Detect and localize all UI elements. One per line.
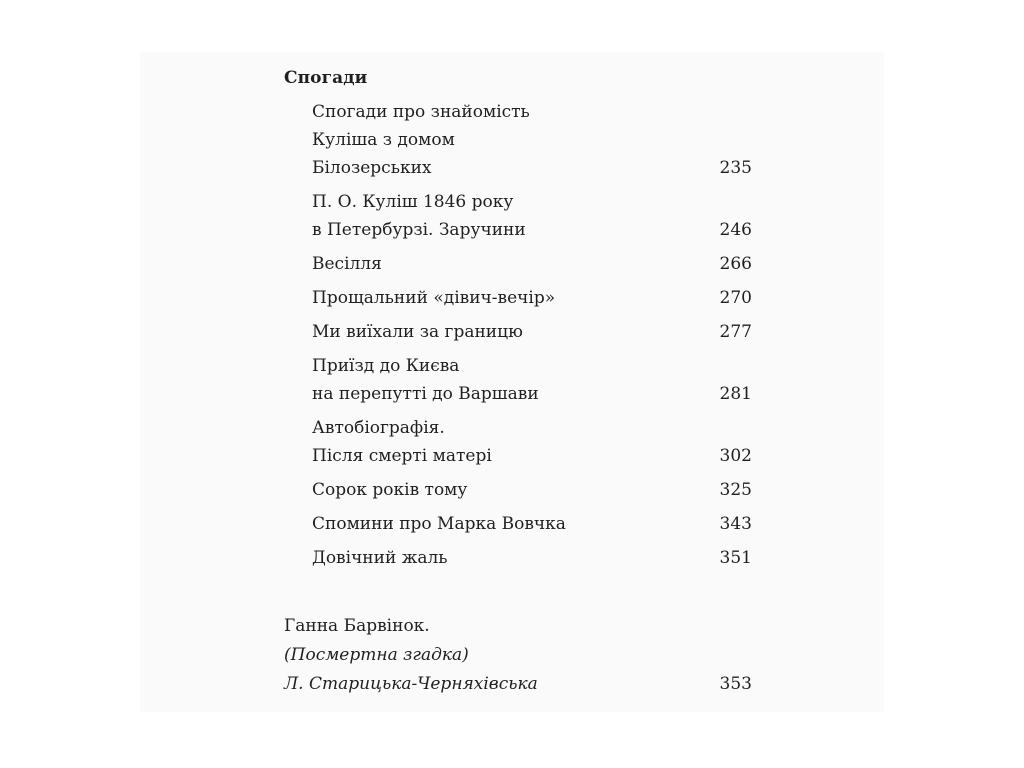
- entry-subtitle: (Посмертна згадка): [284, 645, 469, 665]
- entry-title: Ганна Барвінок.: [284, 616, 430, 636]
- page-number: 325: [719, 480, 752, 500]
- page-number: 270: [719, 288, 752, 308]
- entry-title: Довічний жаль: [312, 548, 448, 568]
- final-entry: [284, 612, 752, 699]
- toc-entry: [312, 476, 752, 504]
- toc-line: [312, 510, 752, 538]
- toc-entry: [312, 414, 752, 470]
- toc-line: [312, 284, 752, 312]
- toc-line: [312, 216, 752, 244]
- section-title: Спогади: [284, 68, 368, 88]
- page-number: 246: [719, 220, 752, 240]
- page-number: 302: [719, 446, 752, 466]
- entry-title: Спогади про знайомість: [312, 102, 530, 122]
- toc-entry: [312, 250, 752, 278]
- entry-title: на перепутті до Варшави: [312, 384, 539, 404]
- toc-entry: [312, 98, 752, 182]
- toc-line: [284, 612, 752, 641]
- toc-line: [312, 442, 752, 470]
- page-number: 277: [719, 322, 752, 342]
- toc-line: [312, 476, 752, 504]
- toc-line: [284, 641, 752, 670]
- entry-title: Куліша з домом: [312, 130, 455, 150]
- entry-title: Спомини про Марка Вовчка: [312, 514, 566, 534]
- entry-title: Сорок років тому: [312, 480, 468, 500]
- toc-line: [312, 318, 752, 346]
- page-number: 281: [719, 384, 752, 404]
- page-number: 351: [719, 548, 752, 568]
- toc-line: [312, 250, 752, 278]
- entry-author: Л. Старицька-Черняхівська: [284, 674, 538, 694]
- entry-title: Весілля: [312, 254, 382, 274]
- page-number: 343: [719, 514, 752, 534]
- entry-title: Прощальний «дівич-вечір»: [312, 288, 556, 308]
- page-number: 353: [719, 674, 752, 694]
- entry-title: Білозерських: [312, 158, 432, 178]
- toc-line: [312, 154, 752, 182]
- toc-line: [312, 380, 752, 408]
- toc-entry: [312, 352, 752, 408]
- entry-title: в Петербурзі. Заручини: [312, 220, 526, 240]
- toc-line: [312, 352, 752, 380]
- toc-line: [312, 98, 752, 126]
- toc-entry: [312, 510, 752, 538]
- page-number: 235: [719, 158, 752, 178]
- entry-title: Автобіографія.: [312, 418, 445, 438]
- toc-line: [312, 544, 752, 572]
- page-number: 266: [719, 254, 752, 274]
- toc-line: [284, 670, 752, 699]
- toc-entry: [312, 284, 752, 312]
- entry-title: П. О. Куліш 1846 року: [312, 192, 514, 212]
- toc-line: [312, 126, 752, 154]
- entry-title: Після смерті матері: [312, 446, 492, 466]
- toc-entry: [312, 318, 752, 346]
- toc-line: [312, 414, 752, 442]
- toc-entry: [312, 188, 752, 244]
- toc-entries: [312, 98, 752, 578]
- toc-entry: [312, 544, 752, 572]
- toc-line: [312, 188, 752, 216]
- entry-title: Приїзд до Києва: [312, 356, 460, 376]
- entry-title: Ми виїхали за границю: [312, 322, 523, 342]
